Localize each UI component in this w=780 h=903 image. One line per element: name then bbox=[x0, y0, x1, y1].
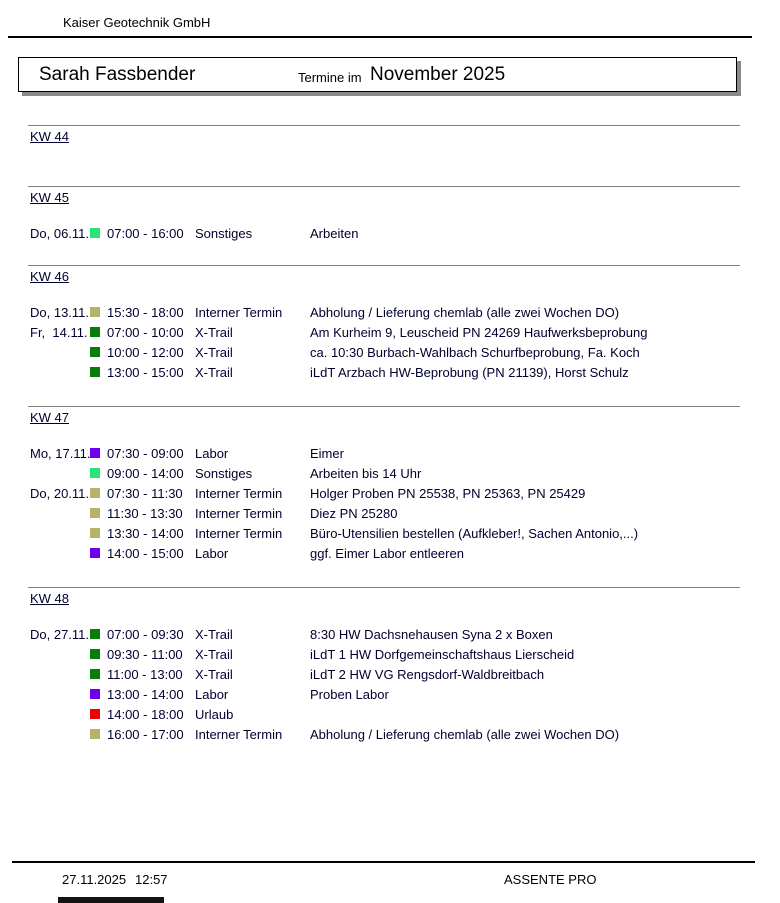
appointment-day: Do, 13.11. bbox=[30, 305, 90, 320]
bottom-bar-fragment bbox=[58, 897, 164, 903]
appointment-day: Fr, 14.11. bbox=[30, 325, 88, 340]
appointment-row bbox=[0, 644, 780, 664]
appointment-category: X-Trail bbox=[195, 647, 233, 662]
appointment-description: Arbeiten bis 14 Uhr bbox=[310, 466, 422, 481]
appointment-category: Labor bbox=[195, 687, 229, 702]
appointment-row bbox=[0, 463, 780, 483]
appointment-time: 16:00 - 17:00 bbox=[107, 727, 184, 742]
appointment-category: Labor bbox=[195, 546, 229, 561]
category-color-swatch bbox=[90, 448, 100, 458]
appointment-category: Interner Termin bbox=[195, 506, 283, 521]
week-divider bbox=[28, 125, 740, 126]
appointment-row bbox=[0, 302, 780, 322]
appointment-row bbox=[0, 704, 780, 724]
appointment-day: Do, 27.11. bbox=[30, 627, 90, 642]
appointment-row bbox=[0, 362, 780, 382]
category-color-swatch bbox=[90, 347, 100, 357]
appointment-description: iLdT Arzbach HW-Beprobung (PN 21139), Horst Schulz bbox=[310, 365, 629, 380]
category-color-swatch bbox=[90, 468, 100, 478]
appointment-category: Urlaub bbox=[195, 707, 234, 722]
category-color-swatch bbox=[90, 327, 100, 337]
appointment-time: 13:00 - 15:00 bbox=[107, 365, 184, 380]
header-divider bbox=[8, 36, 752, 38]
title-bar bbox=[18, 57, 737, 92]
appointment-time: 14:00 - 18:00 bbox=[107, 707, 184, 722]
week-divider bbox=[28, 265, 740, 266]
category-color-swatch bbox=[90, 709, 100, 719]
week-label: KW 48 bbox=[30, 591, 70, 606]
appointment-category: Interner Termin bbox=[195, 305, 283, 320]
week-divider bbox=[28, 587, 740, 588]
category-color-swatch bbox=[90, 228, 100, 238]
appointment-description: iLdT 2 HW VG Rengsdorf-Waldbreitbach bbox=[310, 667, 545, 682]
week-label: KW 45 bbox=[30, 190, 70, 205]
appointment-day: Do, 06.11. bbox=[30, 226, 90, 241]
app-name: ASSENTE PRO bbox=[504, 872, 597, 887]
category-color-swatch bbox=[90, 629, 100, 639]
appointment-row bbox=[0, 342, 780, 362]
company-name: Kaiser Geotechnik GmbH bbox=[63, 15, 211, 30]
category-color-swatch bbox=[90, 669, 100, 679]
appointment-category: X-Trail bbox=[195, 365, 233, 380]
appointment-category: X-Trail bbox=[195, 627, 233, 642]
category-color-swatch bbox=[90, 689, 100, 699]
person-name: Sarah Fassbender bbox=[39, 64, 196, 85]
week-label: KW 46 bbox=[30, 269, 70, 284]
appointment-category: Sonstiges bbox=[195, 466, 253, 481]
appointment-time: 11:00 - 13:00 bbox=[107, 667, 183, 682]
appointment-category: Interner Termin bbox=[195, 486, 283, 501]
appointment-category: Interner Termin bbox=[195, 526, 283, 541]
appointment-description: Proben Labor bbox=[310, 687, 389, 702]
appointment-description: Eimer bbox=[310, 446, 344, 461]
appointment-row bbox=[0, 664, 780, 684]
appointment-description: Holger Proben PN 25538, PN 25363, PN 25429 bbox=[310, 486, 586, 501]
title-period: November 2025 bbox=[370, 64, 506, 85]
appointment-row bbox=[0, 624, 780, 644]
appointment-row bbox=[0, 443, 780, 463]
appointment-time: 07:30 - 11:30 bbox=[107, 486, 183, 501]
week-label: KW 47 bbox=[30, 410, 70, 425]
appointment-category: X-Trail bbox=[195, 667, 233, 682]
category-color-swatch bbox=[90, 548, 100, 558]
appointment-time: 07:00 - 10:00 bbox=[107, 325, 184, 340]
appointment-time: 07:30 - 09:00 bbox=[107, 446, 184, 461]
category-color-swatch bbox=[90, 508, 100, 518]
appointment-time: 11:30 - 13:30 bbox=[107, 506, 183, 521]
appointment-row bbox=[0, 503, 780, 523]
appointment-row bbox=[0, 684, 780, 704]
appointment-description: ca. 10:30 Burbach-Wahlbach Schurfbeprobung, Fa. Koch bbox=[310, 345, 640, 360]
appointment-time: 07:00 - 16:00 bbox=[107, 226, 184, 241]
appointment-category: Interner Termin bbox=[195, 727, 283, 742]
category-color-swatch bbox=[90, 488, 100, 498]
appointment-description: 8:30 HW Dachsnehausen Syna 2 x Boxen bbox=[310, 627, 553, 642]
appointment-day: Mo, 17.11. bbox=[30, 446, 91, 461]
appointment-row bbox=[0, 543, 780, 563]
appointment-description: Abholung / Lieferung chemlab (alle zwei Wochen DO) bbox=[310, 305, 620, 320]
category-color-swatch bbox=[90, 367, 100, 377]
appointment-category: Labor bbox=[195, 446, 229, 461]
footer-divider bbox=[12, 861, 755, 863]
appointment-description: Diez PN 25280 bbox=[310, 506, 398, 521]
appointment-day: Do, 20.11. bbox=[30, 486, 90, 501]
title-label: Termine im bbox=[298, 70, 362, 85]
appointment-description: Abholung / Lieferung chemlab (alle zwei Wochen DO) bbox=[310, 727, 620, 742]
appointment-time: 15:30 - 18:00 bbox=[107, 305, 184, 320]
week-label: KW 44 bbox=[30, 129, 70, 144]
appointment-category: X-Trail bbox=[195, 345, 233, 360]
category-color-swatch bbox=[90, 307, 100, 317]
print-time: 12:57 bbox=[135, 872, 168, 887]
category-color-swatch bbox=[90, 528, 100, 538]
category-color-swatch bbox=[90, 649, 100, 659]
appointment-time: 13:00 - 14:00 bbox=[107, 687, 184, 702]
appointment-row bbox=[0, 724, 780, 744]
appointment-description: Büro-Utensilien bestellen (Aufkleber!, Sachen Antonio,...) bbox=[310, 526, 639, 541]
appointment-time: 07:00 - 09:30 bbox=[107, 627, 184, 642]
appointment-time: 14:00 - 15:00 bbox=[107, 546, 184, 561]
appointment-description: ggf. Eimer Labor entleeren bbox=[310, 546, 464, 561]
appointment-time: 09:00 - 14:00 bbox=[107, 466, 184, 481]
week-divider bbox=[28, 186, 740, 187]
appointment-time: 10:00 - 12:00 bbox=[107, 345, 184, 360]
print-date: 27.11.2025 bbox=[62, 872, 127, 887]
appointment-row bbox=[0, 223, 780, 243]
week-divider bbox=[28, 406, 740, 407]
appointment-row bbox=[0, 523, 780, 543]
appointment-description: Am Kurheim 9, Leuscheid PN 24269 Haufwerksbeprobung bbox=[310, 325, 648, 340]
appointment-description: iLdT 1 HW Dorfgemeinschaftshaus Lierscheid bbox=[310, 647, 575, 662]
appointment-time: 13:30 - 14:00 bbox=[107, 526, 184, 541]
appointment-time: 09:30 - 11:00 bbox=[107, 647, 183, 662]
category-color-swatch bbox=[90, 729, 100, 739]
appointment-row bbox=[0, 322, 780, 342]
appointment-category: Sonstiges bbox=[195, 226, 253, 241]
appointment-category: X-Trail bbox=[195, 325, 233, 340]
appointment-description: Arbeiten bbox=[310, 226, 359, 241]
appointment-row bbox=[0, 483, 780, 503]
